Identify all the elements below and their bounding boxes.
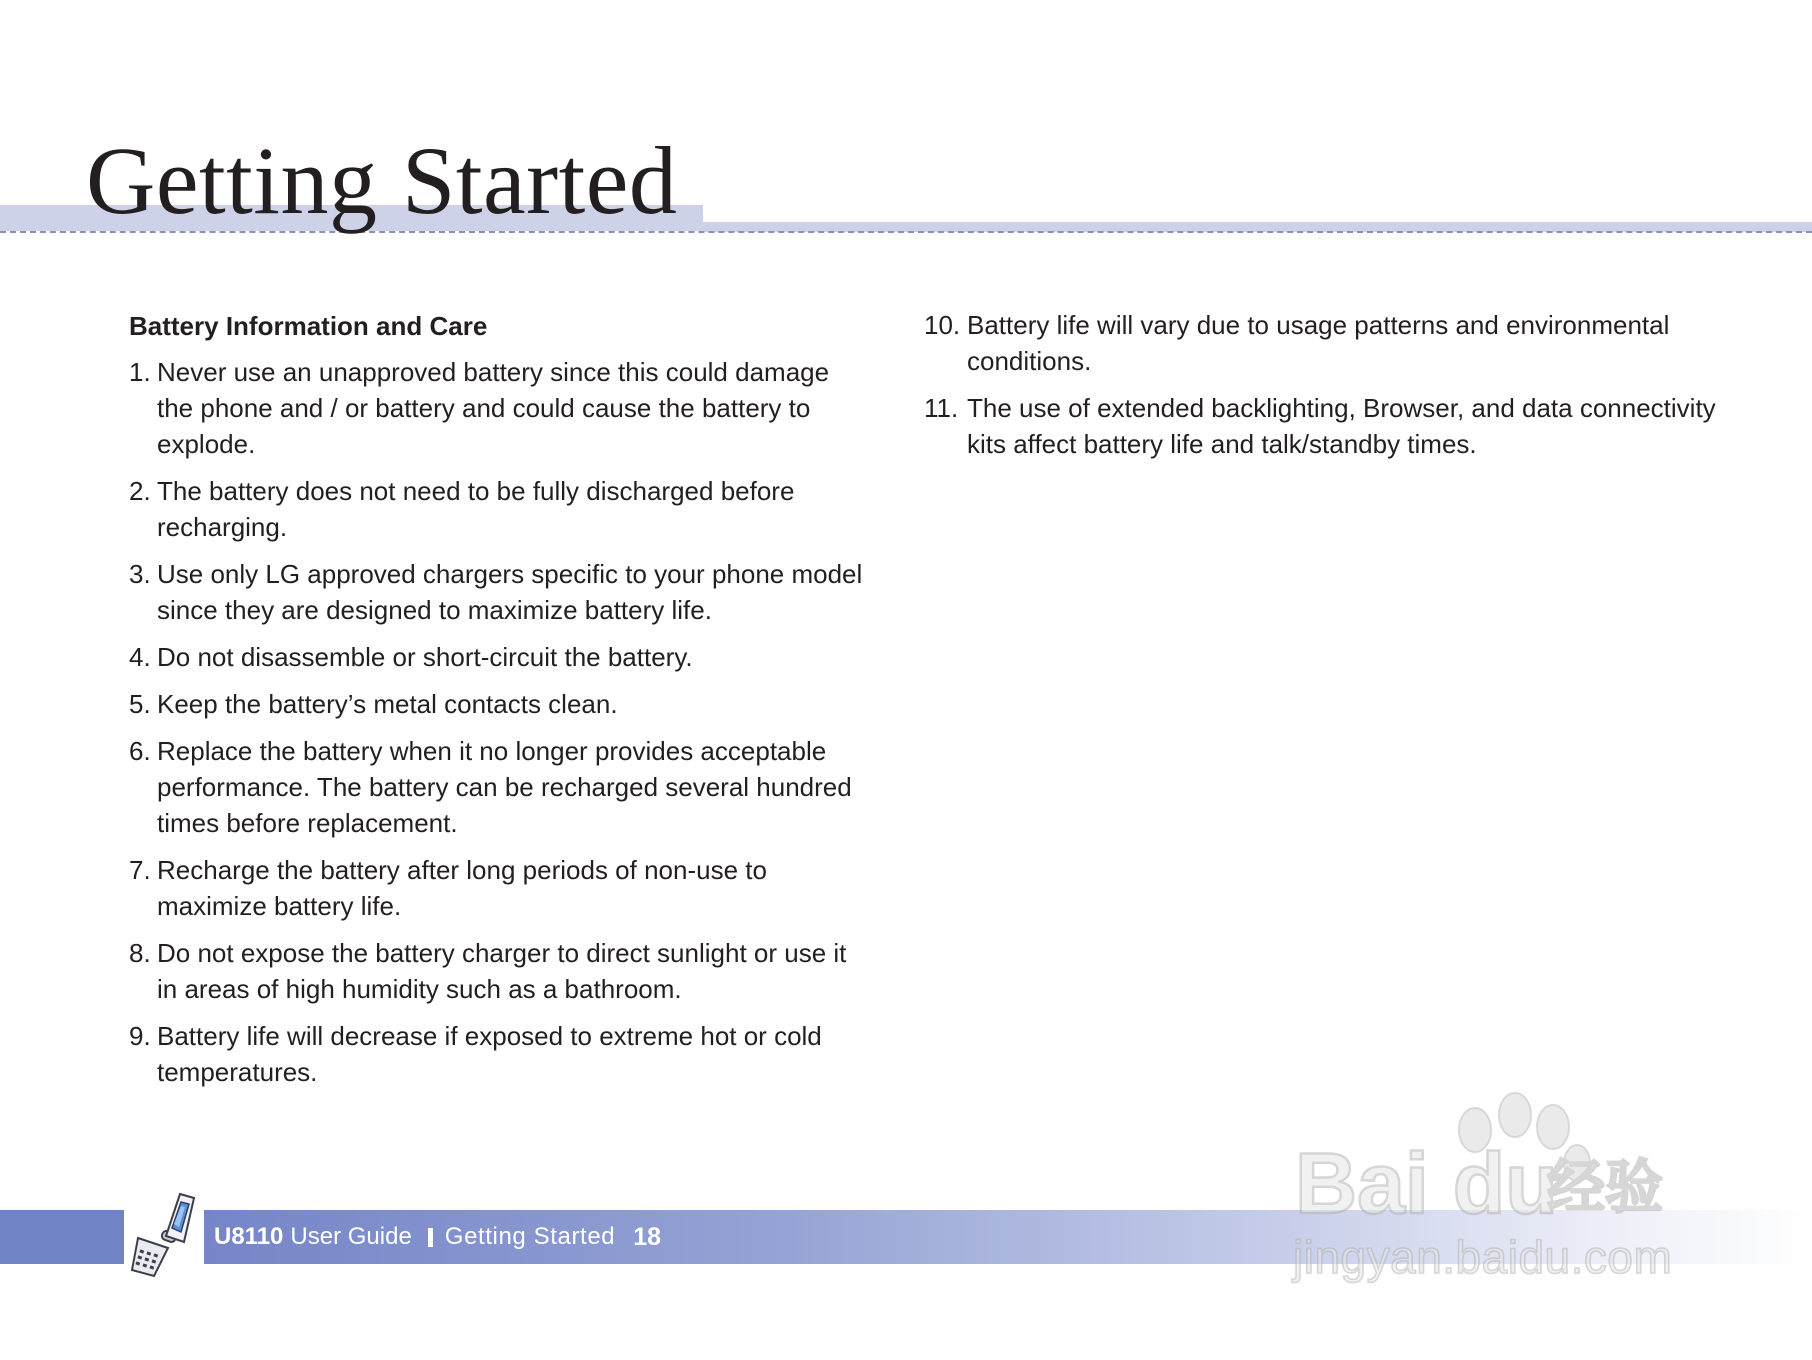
item-number: 11. [924, 393, 959, 423]
item-text: Battery life will decrease if exposed to extreme hot or cold temperatures. [157, 1021, 822, 1087]
item-number: 9. [129, 1021, 151, 1051]
right-column [924, 307, 1744, 473]
list-item [129, 733, 869, 841]
item-number: 5. [129, 689, 151, 719]
item-text: Use only LG approved chargers specific to your phone model since they are designed to maximize battery life. [157, 559, 863, 625]
item-text: Do not disassemble or short-circuit the battery. [157, 642, 693, 672]
list-item [129, 686, 869, 722]
item-number: 7. [129, 855, 151, 885]
list-item [924, 390, 1744, 462]
footer-model: U8110 [214, 1223, 284, 1250]
page-title: Getting Started [86, 127, 678, 234]
baidu-watermark [1285, 1085, 1705, 1290]
item-number: 6. [129, 736, 151, 766]
list-item [129, 1018, 869, 1090]
flip-phone-icon [128, 1190, 200, 1280]
list-item [129, 556, 869, 628]
item-text: The battery does not need to be fully discharged before recharging. [157, 476, 795, 542]
watermark-url: jingyan.baidu.com [1293, 1231, 1673, 1283]
watermark-brand: Bai du [1295, 1136, 1558, 1232]
section-heading: Battery Information and Care [129, 311, 488, 341]
footer-accent-bar [0, 1210, 124, 1264]
list-item [924, 307, 1744, 379]
item-text: The use of extended backlighting, Browser, and data connectivity kits affect battery life and talk/standby times. [967, 393, 1716, 459]
care-list [129, 354, 869, 1090]
item-text: Recharge the battery after long periods of non-use to maximize battery life. [157, 855, 767, 921]
item-text: Do not expose the battery charger to direct sunlight or use it in areas of high humidity such as a bathroom. [157, 938, 847, 1004]
care-list-continued [924, 307, 1744, 462]
item-number: 4. [129, 642, 151, 672]
item-number: 2. [129, 476, 151, 506]
item-number: 10. [924, 310, 961, 340]
watermark-brand-cn: 经验 [1547, 1153, 1664, 1221]
page-number: 18 [633, 1222, 662, 1251]
item-text: Battery life will vary due to usage patterns and environmental conditions. [967, 310, 1670, 376]
list-item [129, 473, 869, 545]
list-item [129, 354, 869, 462]
item-text: Never use an unapproved battery since this could damage the phone and / or battery and could cause the battery to explode. [157, 357, 830, 459]
footer-section: Getting Started [444, 1223, 616, 1250]
item-text: Replace the battery when it no longer provides acceptable performance. The battery can be recharged several hundred times before replacement. [157, 736, 852, 838]
footer-label [214, 1220, 661, 1254]
item-text: Keep the battery’s metal contacts clean. [157, 689, 618, 719]
footer-guide-label: User Guide [290, 1223, 412, 1250]
list-item [129, 639, 869, 675]
left-column [129, 308, 869, 1101]
item-number: 3. [129, 559, 151, 589]
list-item [129, 852, 869, 924]
footer-separator [428, 1228, 433, 1247]
list-item [129, 935, 869, 1007]
item-number: 8. [129, 938, 151, 968]
item-number: 1. [129, 357, 151, 387]
